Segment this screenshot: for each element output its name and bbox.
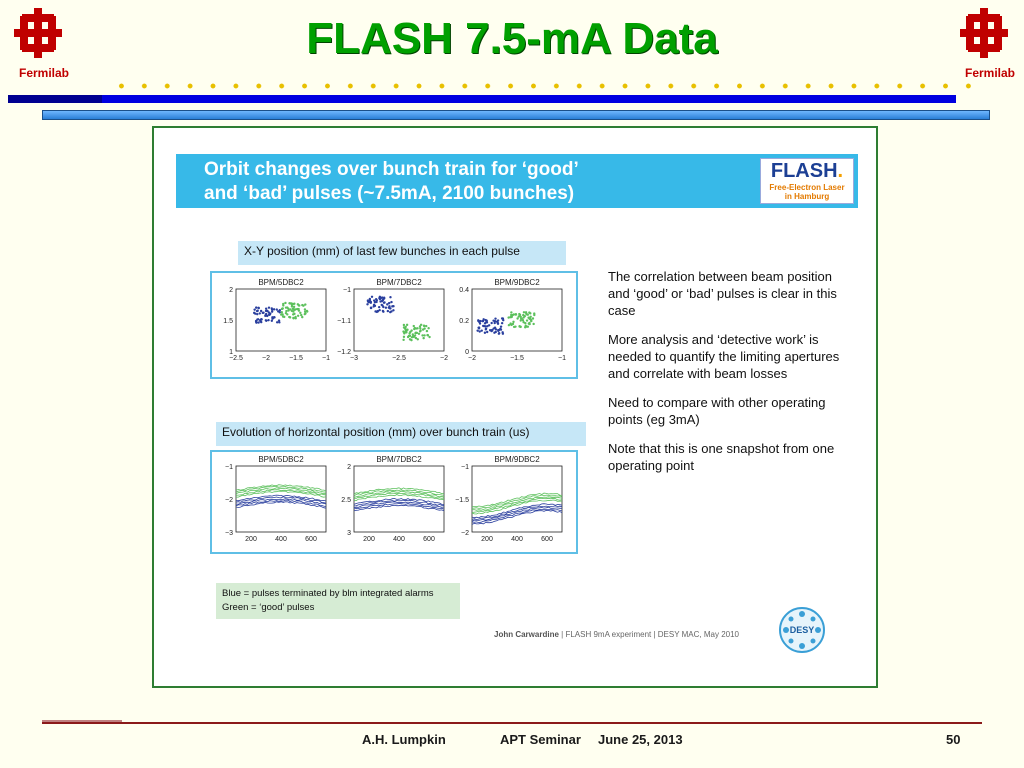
scatter-point: [482, 318, 484, 320]
scatter-point: [490, 322, 492, 324]
scatter-point: [292, 317, 294, 319]
legend-green: Green = ‘good’ pulses: [222, 602, 315, 613]
scatter-point: [304, 308, 306, 310]
scatter-point: [369, 298, 371, 300]
y-tick-label: −2: [461, 530, 469, 537]
x-tick-label: 200: [481, 536, 493, 543]
y-tick-label: 1: [229, 349, 233, 356]
scatter-point: [371, 296, 373, 298]
scatter-point: [389, 311, 391, 313]
flash-logo-word: FLASH: [770, 160, 838, 182]
scatter-point: [373, 304, 375, 306]
subplot-axes: [236, 289, 326, 351]
scatter-point: [479, 330, 481, 332]
scatter-point: [512, 323, 514, 325]
scatter-point: [287, 307, 289, 309]
scatter-point: [269, 313, 271, 315]
embedded-header-title: [204, 158, 724, 206]
slide-title: FLASH 7.5-mA Data: [306, 14, 718, 63]
scatter-point: [381, 304, 383, 306]
scatter-point: [529, 318, 531, 320]
scatter-point: [373, 299, 375, 301]
scatter-point: [389, 296, 391, 298]
scatter-point: [422, 328, 424, 330]
scatter-point: [298, 304, 300, 306]
scatter-point: [304, 313, 306, 315]
scatter-point: [403, 326, 405, 328]
scatter-point: [255, 306, 257, 308]
scatter-point: [272, 317, 274, 319]
scatter-point: [525, 311, 527, 313]
scatter-point: [486, 325, 488, 327]
scatter-point: [482, 325, 484, 327]
scatter-point: [484, 325, 486, 327]
page-number: 50: [946, 732, 961, 747]
scatter-point: [392, 305, 394, 307]
scatter-point: [419, 330, 421, 332]
scatter-point: [260, 310, 262, 312]
x-tick-label: 200: [363, 536, 375, 543]
scatter-point: [292, 310, 294, 312]
y-tick-label: 0.2: [459, 318, 469, 325]
scatter-point: [285, 306, 287, 308]
scatter-point: [412, 333, 414, 335]
scatter-point: [414, 332, 416, 334]
scatter-point: [296, 308, 298, 310]
x-tick-label: 400: [393, 536, 405, 543]
scatter-point: [497, 319, 499, 321]
x-tick-label: −2: [468, 355, 476, 362]
scatter-point: [478, 321, 480, 323]
scatter-point: [532, 323, 534, 325]
y-tick-label: −1.5: [455, 497, 469, 504]
scatter-point: [253, 308, 255, 310]
scatter-point: [256, 310, 258, 312]
xy-plots-panel: [210, 271, 578, 379]
scatter-point: [486, 331, 488, 333]
scatter-point: [293, 313, 295, 315]
embedded-slide: [152, 126, 878, 688]
scatter-point: [508, 324, 510, 326]
scatter-point: [389, 307, 391, 309]
scatter-point: [418, 333, 420, 335]
y-tick-label: −1: [343, 287, 351, 294]
scatter-point: [529, 316, 531, 318]
scatter-point: [519, 326, 521, 328]
scatter-point: [304, 311, 306, 313]
y-tick-label: −1.2: [337, 349, 351, 356]
slide-footer: [0, 732, 1024, 752]
scatter-point: [267, 319, 269, 321]
footer-seminar: APT Seminar: [500, 732, 581, 747]
scatter-point: [421, 334, 423, 336]
scatter-point: [299, 312, 301, 314]
scatter-point: [255, 321, 257, 323]
scatter-point: [271, 320, 273, 322]
scatter-point: [491, 329, 493, 331]
subplot: [225, 455, 326, 543]
bullet-item: The correlation between beam position and ‘good’ or ‘bad’ pulses is clear in this case: [608, 269, 837, 318]
scatter-point: [502, 317, 504, 319]
subplot-axes: [354, 289, 444, 351]
scatter-point: [253, 312, 255, 314]
scatter-point: [419, 325, 421, 327]
scatter-point: [476, 329, 478, 331]
scatter-point: [425, 325, 427, 327]
scatter-point: [403, 336, 405, 338]
scatter-point: [498, 332, 500, 334]
subplot-title: BPM/7DBC2: [376, 278, 422, 287]
scatter-point: [403, 324, 405, 326]
scatter-point: [409, 331, 411, 333]
scatter-point: [427, 327, 429, 329]
y-tick-label: −1: [461, 464, 469, 471]
y-tick-label: 2.5: [341, 497, 351, 504]
x-tick-label: 600: [423, 536, 435, 543]
bullet-item: Need to compare with other operating points (eg 3mA): [608, 395, 826, 427]
scatter-point: [276, 308, 278, 310]
subplot: [223, 278, 330, 362]
scatter-point: [502, 332, 504, 334]
subplot: [455, 455, 562, 543]
title-underline-bar-secondary: [42, 110, 990, 120]
scatter-point: [276, 321, 278, 323]
subplot: [459, 278, 566, 362]
x-tick-label: −3: [350, 355, 358, 362]
scatter-point: [427, 334, 429, 336]
bullet-list: [608, 268, 848, 486]
scatter-point: [524, 322, 526, 324]
subplot-title: BPM/7DBC2: [376, 455, 422, 464]
scatter-point: [259, 312, 261, 314]
x-tick-label: −2: [262, 355, 270, 362]
subplot-title: BPM/9DBC2: [494, 278, 540, 287]
scatter-point: [385, 307, 387, 309]
scatter-point: [383, 301, 385, 303]
scatter-point: [379, 296, 381, 298]
y-tick-label: −2: [225, 497, 233, 504]
scatter-point: [387, 310, 389, 312]
scatter-point: [523, 311, 525, 313]
footer-author: A.H. Lumpkin: [362, 732, 446, 747]
scatter-point: [367, 299, 369, 301]
scatter-point: [265, 307, 267, 309]
scatter-point: [501, 322, 503, 324]
scatter-point: [500, 328, 502, 330]
scatter-point: [291, 305, 293, 307]
scatter-point: [527, 325, 529, 327]
subplot-title: BPM/9DBC2: [494, 455, 540, 464]
scatter-point: [262, 312, 264, 314]
scatter-point: [509, 316, 511, 318]
scatter-point: [519, 316, 521, 318]
scatter-point: [382, 298, 384, 300]
scatter-point: [525, 313, 527, 315]
scatter-point: [257, 307, 259, 309]
scatter-point: [413, 336, 415, 338]
footer-date: June 25, 2013: [598, 732, 683, 747]
scatter-point: [293, 306, 295, 308]
scatter-point: [378, 306, 380, 308]
scatter-point: [281, 313, 283, 315]
scatter-point: [514, 325, 516, 327]
scatter-point: [388, 302, 390, 304]
scatter-point: [256, 318, 258, 320]
scatter-point: [388, 305, 390, 307]
scatter-point: [422, 337, 424, 339]
y-tick-label: 3: [347, 530, 351, 537]
scatter-point: [282, 304, 284, 306]
scatter-point: [524, 315, 526, 317]
x-tick-label: 600: [305, 536, 317, 543]
scatter-point: [268, 306, 270, 308]
fermilab-label: Fermilab: [964, 66, 1015, 80]
y-tick-label: 0: [465, 349, 469, 356]
scatter-point: [370, 307, 372, 309]
credit-author: John Carwardine: [494, 630, 559, 639]
scatter-point: [281, 311, 283, 313]
x-tick-label: −1: [322, 355, 330, 362]
scatter-point: [265, 313, 267, 315]
scatter-point: [259, 319, 261, 321]
scatter-point: [495, 328, 497, 330]
scatter-point: [284, 302, 286, 304]
scatter-point: [413, 325, 415, 327]
scatter-point: [297, 315, 299, 317]
header-line-2: and ‘bad’ pulses (~7.5mA, 2100 bunches): [204, 183, 575, 204]
y-tick-label: 1.5: [223, 318, 233, 325]
x-tick-label: 600: [541, 536, 553, 543]
scatter-point: [378, 309, 380, 311]
scatter-point: [533, 314, 535, 316]
scatter-point: [278, 319, 280, 321]
scatter-point: [281, 308, 283, 310]
scatter-point: [416, 327, 418, 329]
x-tick-label: −1.5: [289, 355, 303, 362]
scatter-point: [497, 322, 499, 324]
x-tick-label: −1: [558, 355, 566, 362]
scatter-point: [485, 327, 487, 329]
scatter-point: [374, 310, 376, 312]
footer-divider: [42, 722, 982, 724]
scatter-point: [286, 313, 288, 315]
embedded-credit: [494, 630, 774, 639]
y-tick-label: −1.1: [337, 318, 351, 325]
scatter-point: [413, 328, 415, 330]
x-tick-label: 200: [245, 536, 257, 543]
scatter-point: [410, 339, 412, 341]
scatter-point: [512, 321, 514, 323]
y-tick-label: −1: [225, 464, 233, 471]
scatter-point: [415, 337, 417, 339]
scatter-point: [497, 330, 499, 332]
scatter-point: [379, 300, 381, 302]
scatter-point: [295, 317, 297, 319]
scatter-point: [290, 302, 292, 304]
credit-rest: | FLASH 9mA experiment | DESY MAC, May 2010: [561, 630, 739, 639]
evolution-plots-panel: [210, 450, 578, 554]
embedded-header-band: [176, 154, 858, 208]
scatter-point: [516, 317, 518, 319]
scatter-point: [485, 321, 487, 323]
flash-logo-dot: .: [837, 160, 844, 182]
scatter-point: [382, 310, 384, 312]
scatter-point: [492, 320, 494, 322]
scatter-point: [402, 339, 404, 341]
subplot-title: BPM/5DBC2: [258, 455, 304, 464]
x-tick-label: −2.5: [229, 355, 243, 362]
scatter-point: [403, 332, 405, 334]
scatter-point: [375, 301, 377, 303]
subplot: [337, 278, 448, 362]
scatter-point: [265, 320, 267, 322]
y-tick-label: 0.4: [459, 287, 469, 294]
desy-logo-icon: [778, 606, 826, 654]
evolution-plots-figure: [212, 452, 576, 552]
scatter-point: [526, 319, 528, 321]
bullet-item: Note that this is one snapshot from one operating point: [608, 441, 835, 473]
flash-logo-sub1: Free-Electron Laser: [769, 183, 845, 192]
title-underline-bar: [8, 95, 956, 103]
scatter-point: [515, 313, 517, 315]
scatter-point: [426, 330, 428, 332]
scatter-point: [273, 308, 275, 310]
y-tick-label: −3: [225, 530, 233, 537]
scatter-point: [283, 316, 285, 318]
scatter-point: [500, 325, 502, 327]
scatter-point: [288, 316, 290, 318]
scatter-point: [266, 310, 268, 312]
scatter-point: [271, 310, 273, 312]
scatter-point: [494, 317, 496, 319]
legend-blue: Blue = pulses terminated by blm integrated alarms: [222, 588, 434, 599]
y-tick-label: 2: [229, 287, 233, 294]
scatter-point: [493, 331, 495, 333]
scatter-point: [390, 301, 392, 303]
subplot-title: BPM/5DBC2: [258, 278, 304, 287]
scatter-point: [510, 311, 512, 313]
scatter-point: [382, 306, 384, 308]
header-line-1: Orbit changes over bunch train for ‘good’: [204, 159, 579, 180]
x-tick-label: −2: [440, 355, 448, 362]
evolution-caption: Evolution of horizontal position (mm) over bunch train (us): [216, 422, 586, 446]
scatter-point: [304, 303, 306, 305]
scatter-point: [409, 335, 411, 337]
color-legend: [216, 583, 460, 619]
desy-label: DESY: [789, 625, 815, 635]
xy-plots-figure: [212, 273, 576, 377]
scatter-point: [392, 309, 394, 311]
dotted-divider: [110, 82, 980, 90]
x-tick-label: −2.5: [392, 355, 406, 362]
scatter-point: [528, 322, 530, 324]
x-tick-label: −1.5: [510, 355, 524, 362]
bullet-item: More analysis and ‘detective work’ is needed to quantify the limiting apertures and correlate with beam losses: [608, 332, 840, 381]
subplot: [341, 455, 444, 543]
x-tick-label: 400: [275, 536, 287, 543]
scatter-point: [532, 317, 534, 319]
x-tick-label: 400: [511, 536, 523, 543]
flash-logo: [760, 158, 854, 204]
scatter-point: [301, 316, 303, 318]
scatter-point: [285, 310, 287, 312]
y-tick-label: 2: [347, 464, 351, 471]
scatter-point: [366, 303, 368, 305]
scatter-point: [370, 301, 372, 303]
scatter-point: [406, 324, 408, 326]
xy-caption: X-Y position (mm) of last few bunches in each pulse: [238, 241, 566, 265]
fermilab-label: Fermilab: [18, 66, 69, 80]
scatter-point: [300, 314, 302, 316]
scatter-point: [528, 311, 530, 313]
flash-logo-sub2: in Hamburg: [784, 192, 830, 201]
scatter-point: [257, 321, 259, 323]
scatter-point: [484, 332, 486, 334]
scatter-point: [375, 298, 377, 300]
scatter-point: [478, 327, 480, 329]
